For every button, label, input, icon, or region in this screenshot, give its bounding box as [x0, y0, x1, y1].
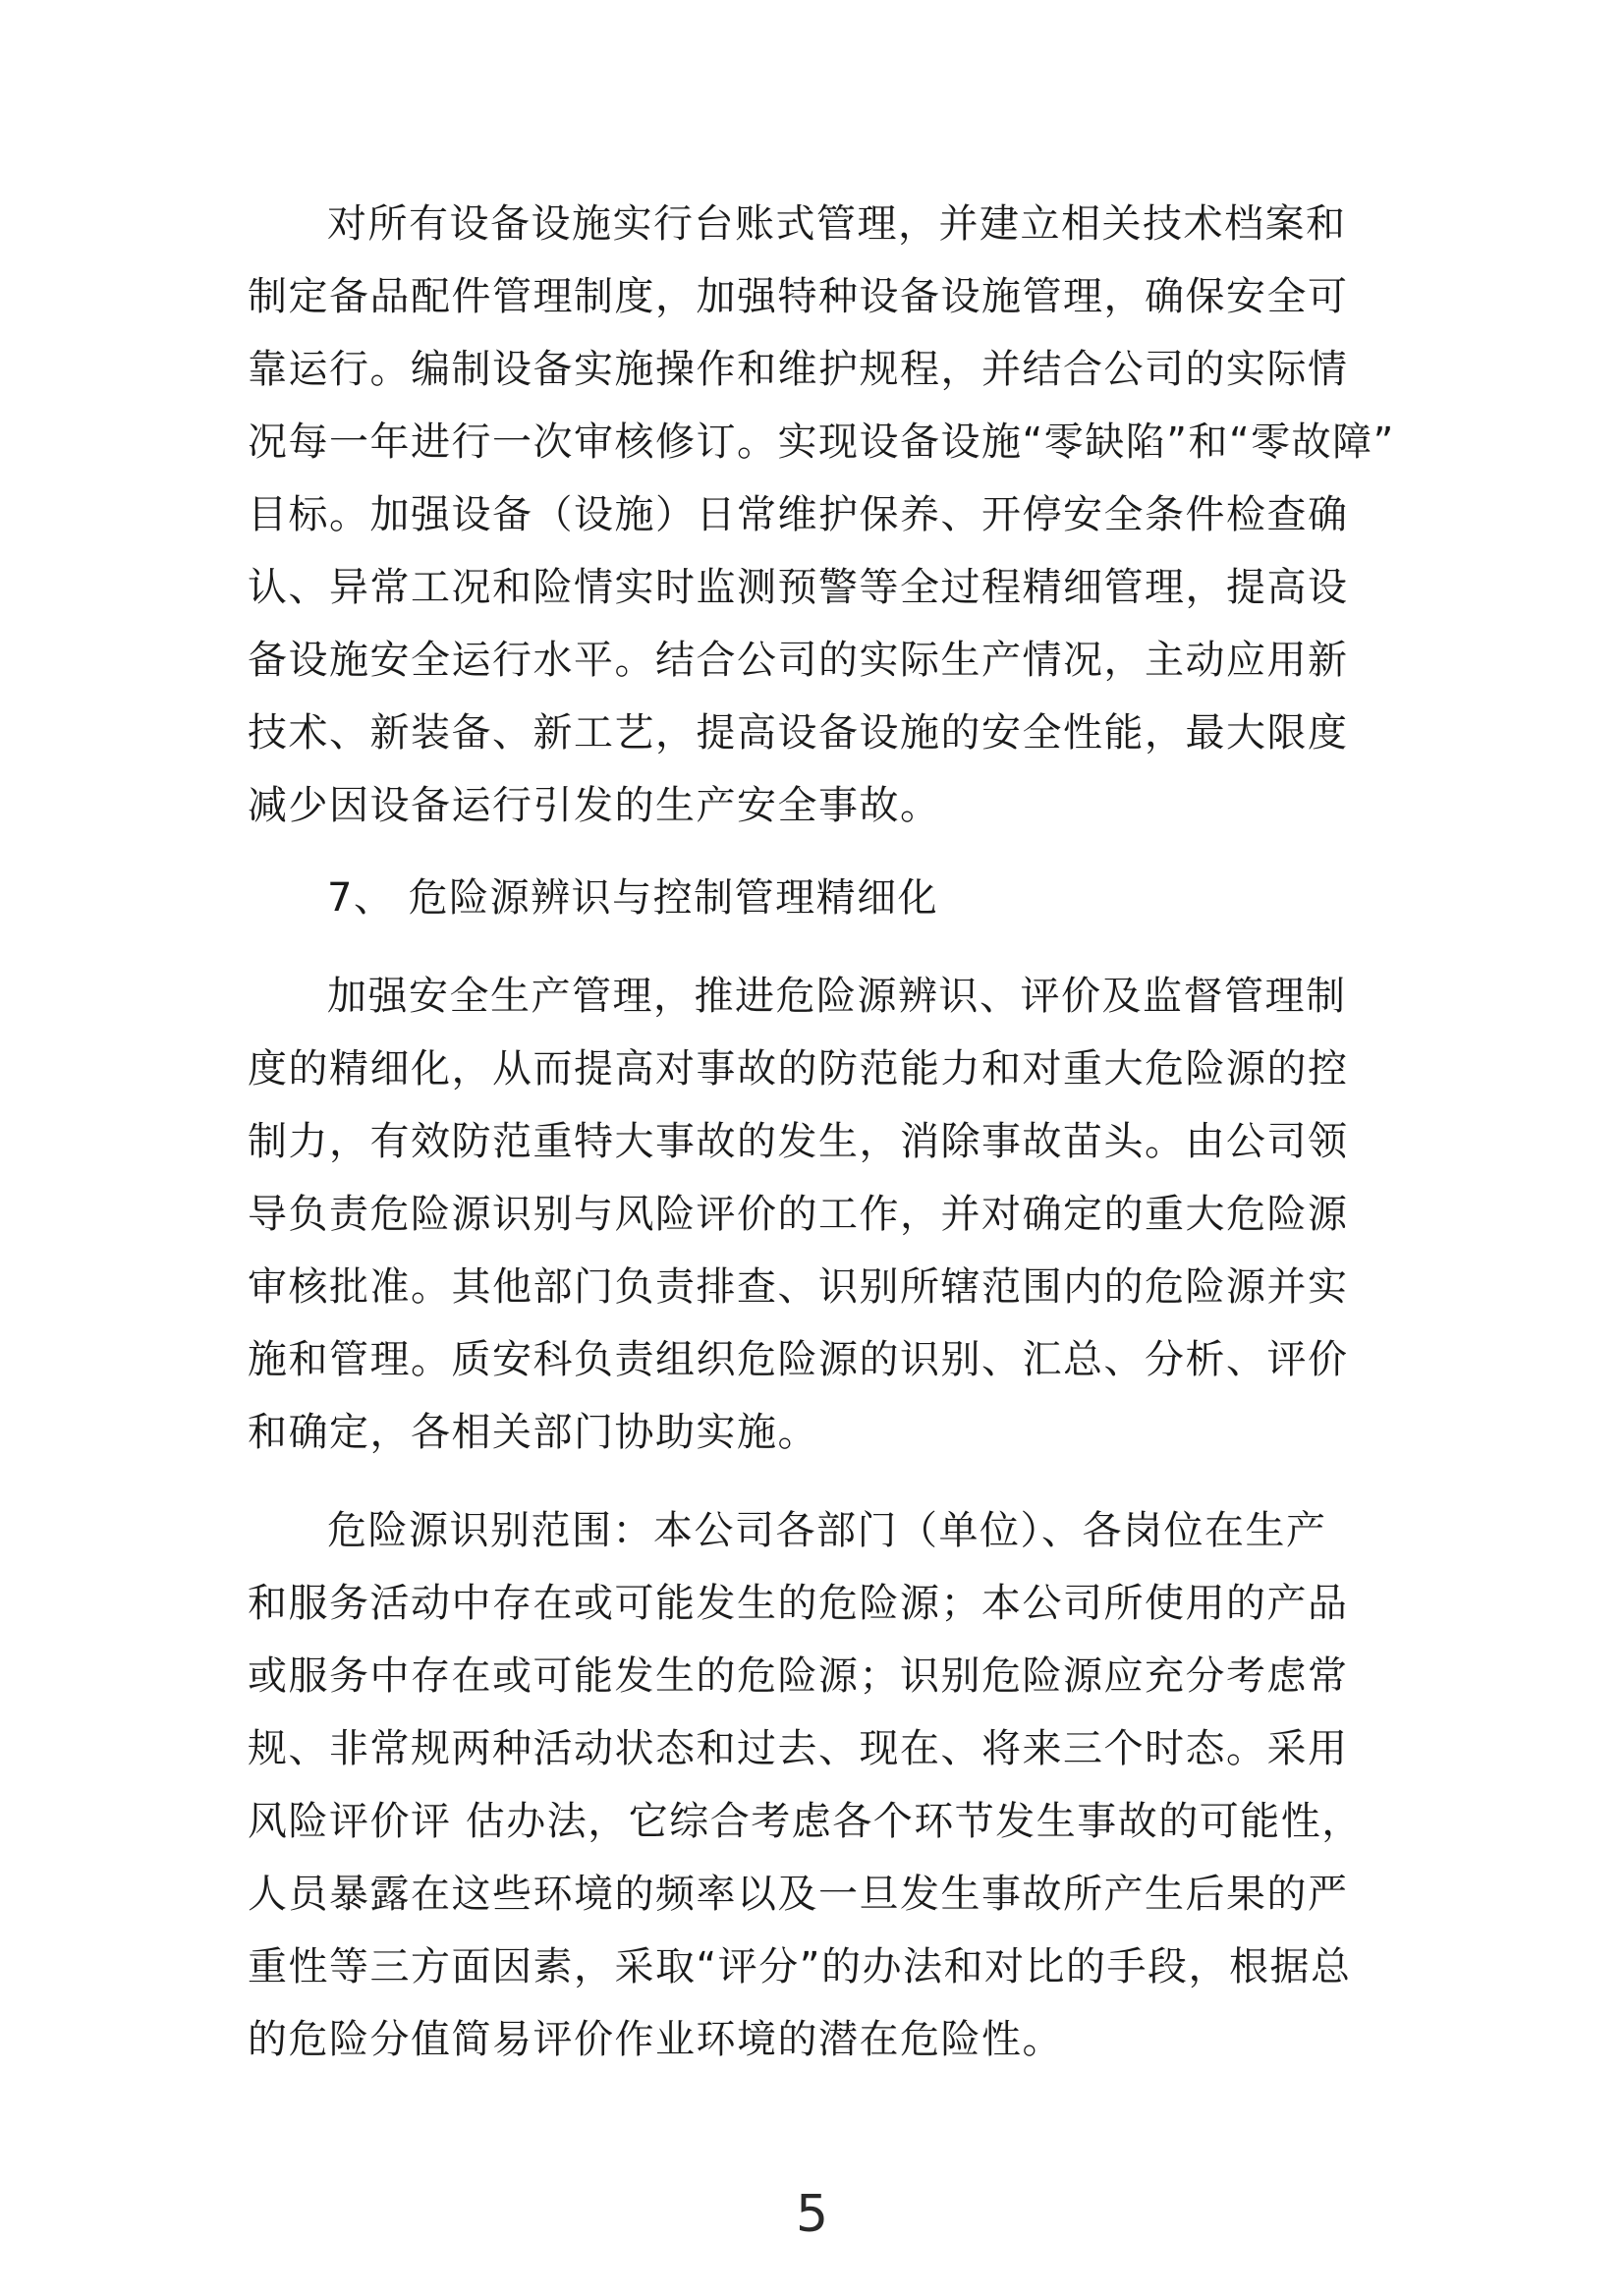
- section-heading: 7、 危险源辨识与控制管理精细化: [327, 875, 939, 921]
- paragraph-3-line-7: 和确定，各相关部门协助实施。: [248, 1410, 818, 1455]
- paragraph-1-line-4: 况每一年进行一次审核修订。实现设备设施“零缺陷”和“零故障”: [248, 420, 1395, 465]
- paragraph-4-line-4: 规、非常规两种活动状态和过去、现在、将来三个时态。采用: [248, 1726, 1349, 1771]
- paragraph-3-line-3: 制力，有效防范重特大事故的发生，消除事故苗头。由公司领: [248, 1119, 1349, 1164]
- paragraph-4-line-7: 重性等三方面因素，采取“评分”的办法和对比的手段，根据总: [248, 1944, 1352, 1989]
- paragraph-1-line-8: 技术、新装备、新工艺，提高设备设施的安全性能，最大限度: [248, 710, 1349, 756]
- paragraph-4-line-8: 的危险分值简易评价作业环境的潜在危险性。: [248, 2017, 1063, 2062]
- paragraph-4-line-6: 人员暴露在这些环境的频率以及一旦发生事故所产生后果的严: [248, 1872, 1349, 1917]
- paragraph-3-line-5: 审核批准。其他部门负责排查、识别所辖范围内的危险源并实: [248, 1264, 1349, 1310]
- paragraph-1-line-1: 对所有设备设施实行台账式管理，并建立相关技术档案和: [327, 201, 1347, 247]
- paragraph-1-line-5: 目标。加强设备（设施）日常维护保养、开停安全条件检查确: [248, 492, 1349, 537]
- paragraph-3-line-6: 施和管理。质安科负责组织危险源的识别、汇总、分析、评价: [248, 1337, 1349, 1382]
- paragraph-1-line-7: 备设施安全运行水平。结合公司的实际生产情况，主动应用新: [248, 638, 1349, 683]
- paragraph-4-line-5: 风险评价评 估办法，它综合考虑各个环节发生事故的可能性，: [248, 1799, 1363, 1844]
- paragraph-4-line-3: 或服务中存在或可能发生的危险源；识别危险源应充分考虑常: [248, 1653, 1349, 1699]
- paragraph-3-line-1: 加强安全生产管理，推进危险源辨识、评价及监督管理制: [327, 974, 1347, 1019]
- paragraph-1-line-3: 靠运行。编制设备实施操作和维护规程，并结合公司的实际情: [248, 347, 1349, 392]
- paragraph-1-line-2: 制定备品配件管理制度，加强特种设备设施管理，确保安全可: [248, 274, 1349, 319]
- paragraph-1-line-6: 认、异常工况和险情实时监测预警等全过程精细管理，提高设: [248, 565, 1349, 610]
- paragraph-1-line-9: 减少因设备运行引发的生产安全事故。: [248, 783, 941, 828]
- page-number: 5: [795, 2185, 829, 2244]
- paragraph-3-line-2: 度的精细化，从而提高对事故的防范能力和对重大危险源的控: [248, 1046, 1349, 1092]
- paragraph-4-line-2: 和服务活动中存在或可能发生的危险源；本公司所使用的产品: [248, 1581, 1349, 1626]
- paragraph-3-line-4: 导负责危险源识别与风险评价的工作，并对确定的重大危险源: [248, 1192, 1349, 1237]
- paragraph-4-line-1: 危险源识别范围：本公司各部门（单位）、各岗位在生产: [327, 1508, 1327, 1553]
